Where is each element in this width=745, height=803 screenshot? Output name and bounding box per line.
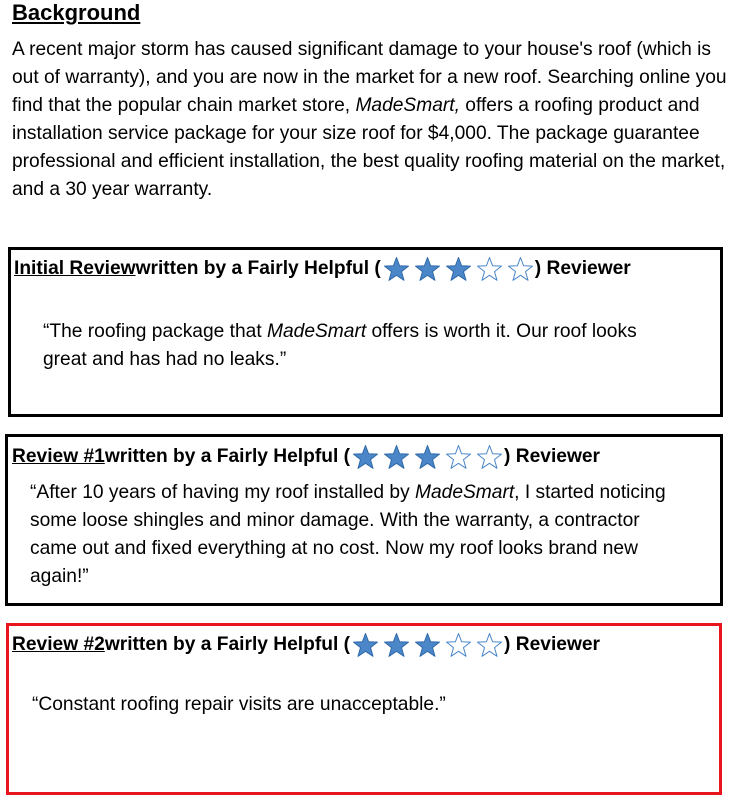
review-byline-prefix: written by a Fairly Helpful ( xyxy=(104,446,351,467)
review-byline-suffix: ) Reviewer xyxy=(504,446,601,467)
review-title: Initial Review xyxy=(14,258,136,279)
star-filled-icon xyxy=(383,444,410,470)
review-1-quote xyxy=(30,479,670,591)
quote-emphasis: MadeSmart xyxy=(267,321,367,342)
background-text-part2: offers a roofing product and installation service package for your size roof for $4,000. The package guarantee professional and efficient installation, the best quality roofing material on the market, and a 30 year warranty. xyxy=(12,95,726,200)
review-byline-suffix: ) Reviewer xyxy=(504,634,601,655)
review-2-header xyxy=(12,632,600,658)
star-empty-icon xyxy=(507,256,534,282)
star-empty-icon xyxy=(476,444,503,470)
star-filled-icon xyxy=(352,444,379,470)
review-byline-suffix: ) Reviewer xyxy=(534,258,631,279)
star-empty-icon xyxy=(445,632,472,658)
background-text-part1: A recent major storm has caused significant damage to your house's roof (which is out of warranty), and you are now in the market for a new roof. Searching online you find that the popular chain market store, xyxy=(12,39,727,116)
quote-emphasis: MadeSmart xyxy=(415,482,515,503)
review-title: Review #2 xyxy=(12,634,105,655)
quote-text-end: , I started noticing some loose shingles and minor damage. With the warranty, a contractor came out and fixed everything at no cost. Now my roof looks brand new again!” xyxy=(30,482,666,587)
quote-text: “The roofing package that xyxy=(43,321,267,342)
review-2-quote xyxy=(32,691,672,719)
star-empty-icon xyxy=(445,444,472,470)
star-filled-icon xyxy=(383,632,410,658)
initial-review-quote xyxy=(43,318,683,374)
quote-text-end: offers is worth it. Our roof looks great and has had no leaks.” xyxy=(43,321,637,370)
star-rating xyxy=(352,444,503,470)
star-rating xyxy=(352,632,503,658)
quote-text: “Constant roofing repair visits are unacceptable.” xyxy=(32,694,446,715)
store-name: MadeSmart, xyxy=(355,95,460,116)
star-empty-icon xyxy=(476,632,503,658)
star-filled-icon xyxy=(414,256,441,282)
initial-review-header xyxy=(14,256,631,282)
review-title: Review #1 xyxy=(12,446,105,467)
star-filled-icon xyxy=(414,632,441,658)
star-empty-icon xyxy=(476,256,503,282)
star-filled-icon xyxy=(445,256,472,282)
quote-text: “After 10 years of having my roof installed by xyxy=(30,482,415,503)
background-paragraph xyxy=(12,36,742,204)
star-filled-icon xyxy=(352,632,379,658)
review-1-header xyxy=(12,444,600,470)
background-heading: Background xyxy=(12,0,141,25)
star-filled-icon xyxy=(383,256,410,282)
star-filled-icon xyxy=(414,444,441,470)
review-byline-prefix: written by a Fairly Helpful ( xyxy=(135,258,381,279)
review-byline-prefix: written by a Fairly Helpful ( xyxy=(104,634,351,655)
star-rating xyxy=(383,256,534,282)
